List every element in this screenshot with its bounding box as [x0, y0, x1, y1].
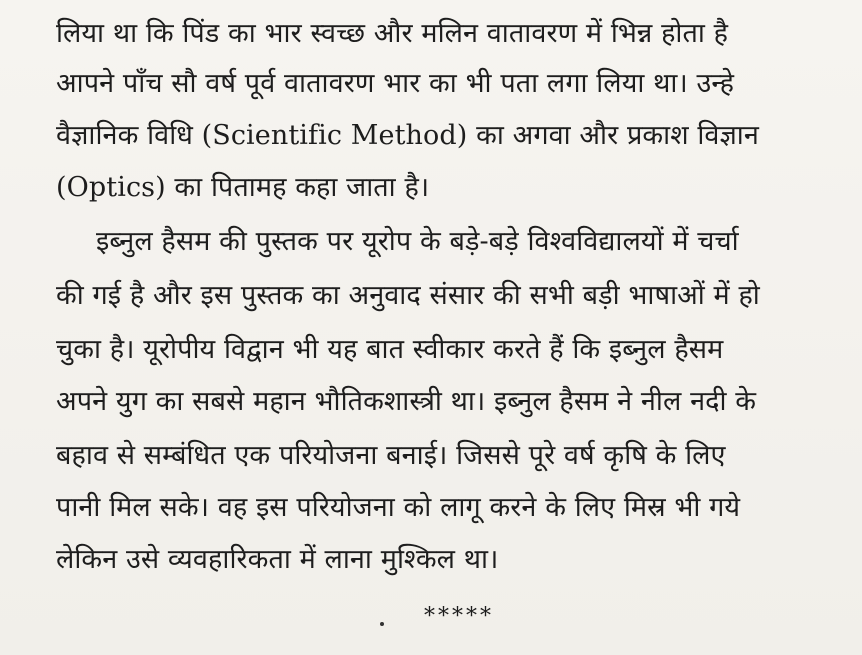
- text-line-8: अपने युग का सबसे महान भौतिकशास्त्री था। इब्नुल हैसम ने नील नदी के: [56, 386, 757, 417]
- stray-dot: [380, 622, 384, 626]
- text-line-11: लेकिन उसे व्यवहारिकता में लाना मुश्किल था।: [56, 544, 499, 575]
- text-line-2: आपने पाँच सौ वर्ष पूर्व वातावरण भार का भी पता लगा लिया था। उन्हे: [56, 68, 735, 99]
- text-line-3: वैज्ञानिक विधि (Scientific Method) का अगवा और प्रकाश विज्ञान: [56, 120, 759, 151]
- text-line-1: लिया था कि पिंड का भार स्वच्छ और मलिन वातावरण में भिन्न होता है: [56, 18, 729, 49]
- text-line-6: की गई है और इस पुस्तक का अनुवाद संसार की सभी बड़ी भाषाओं में हो: [56, 280, 760, 311]
- section-separator: *****: [424, 604, 494, 629]
- text-line-9: बहाव से सम्बंधित एक परियोजना बनाई। जिससे पूरे वर्ष कृषि के लिए: [56, 440, 726, 471]
- paragraph-2-line-1: इब्नुल हैसम की पुस्तक पर यूरोप के बड़े-बड़े विश्वविद्यालयों में चर्चा: [96, 226, 739, 257]
- text-line-10: पानी मिल सके। वह इस परियोजना को लागू करने के लिए मिस्र भी गये: [56, 492, 741, 523]
- text-line-7: चुका है। यूरोपीय विद्वान भी यह बात स्वीकार करते हैं कि इब्नुल हैसम: [56, 334, 724, 365]
- text-line-4: (Optics) का पितामह कहा जाता है।: [56, 172, 430, 203]
